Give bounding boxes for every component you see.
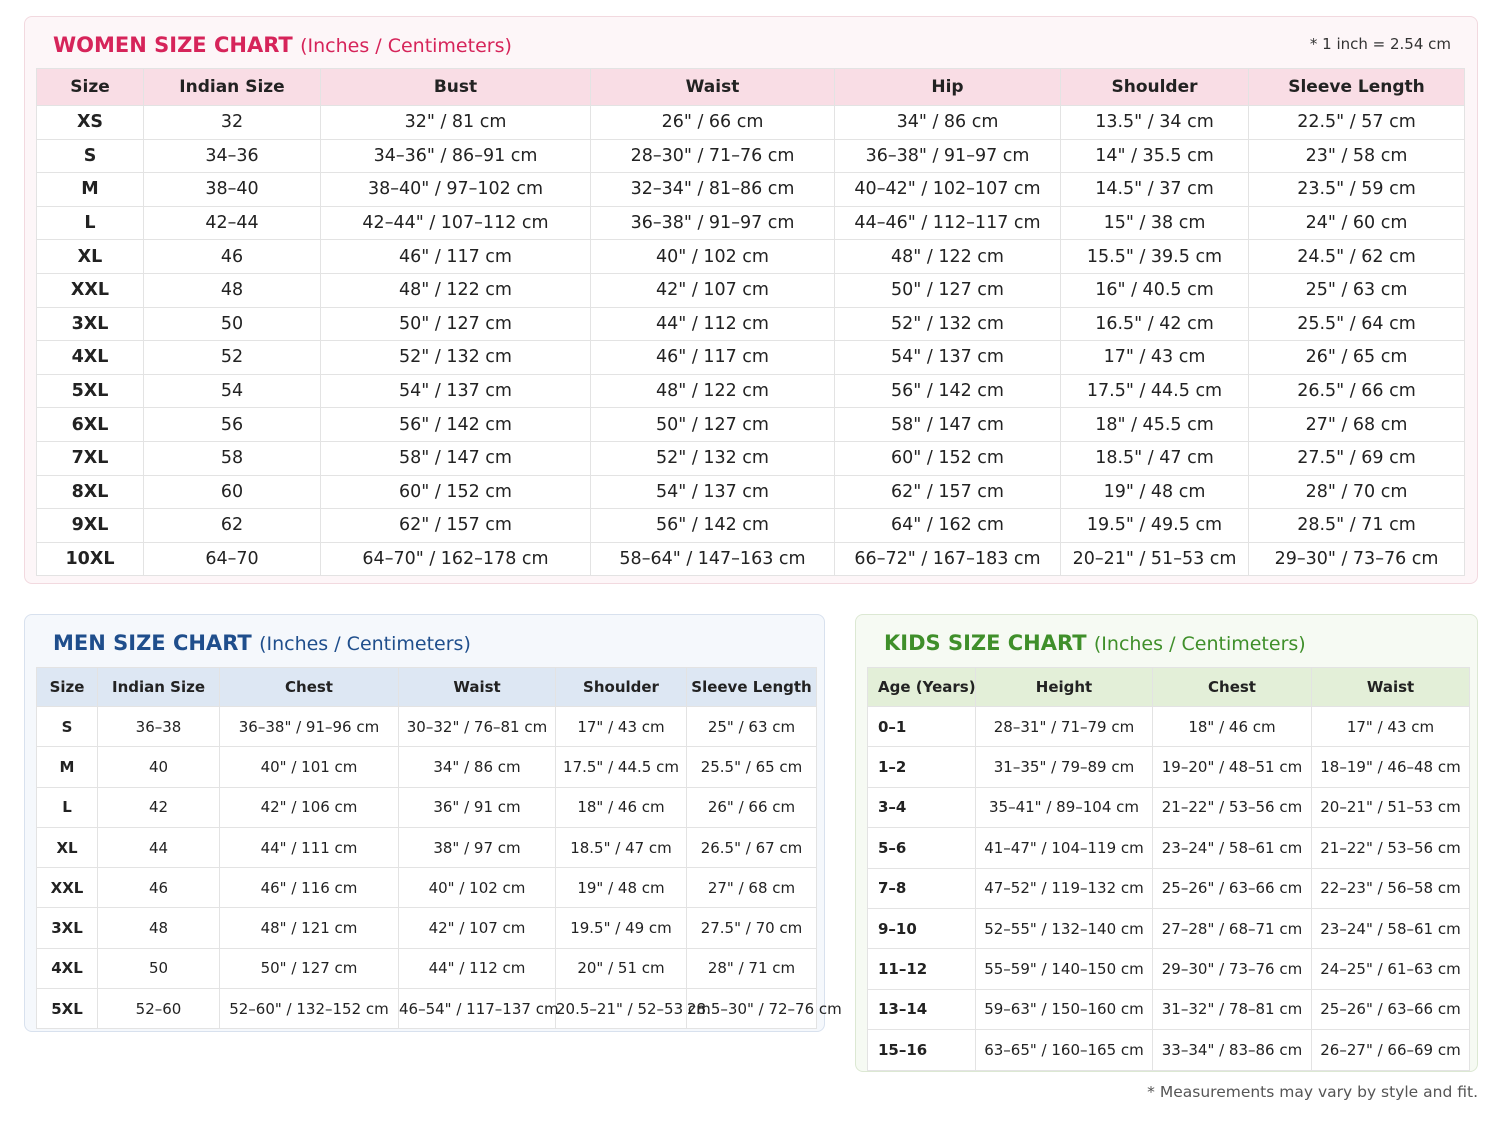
table-cell: 64" / 162 cm — [835, 509, 1061, 543]
size-label-cell: 10XL — [37, 542, 144, 576]
women-size-chart-panel — [24, 16, 1478, 584]
table-cell: 54" / 137 cm — [591, 475, 835, 509]
table-cell: 21–22" / 53–56 cm — [1312, 828, 1470, 868]
table-row — [868, 908, 1470, 948]
table-row — [868, 1030, 1470, 1070]
table-cell: 52" / 132 cm — [321, 341, 591, 375]
table-cell: 26" / 66 cm — [591, 106, 835, 140]
men-chart-title — [53, 631, 471, 655]
size-label-cell: XXL — [37, 273, 144, 307]
table-cell: 48 — [144, 273, 321, 307]
table-cell: 28.5" / 71 cm — [1249, 509, 1465, 543]
table-cell: 40" / 102 cm — [591, 240, 835, 274]
table-cell: 42–44" / 107–112 cm — [321, 206, 591, 240]
column-header: Sleeve Length — [1249, 69, 1465, 106]
table-row — [37, 868, 817, 908]
women-title-text: WOMEN SIZE CHART — [53, 33, 293, 57]
table-cell: 18" / 46 cm — [556, 787, 687, 827]
table-cell: 44" / 112 cm — [399, 948, 556, 988]
table-row — [37, 827, 817, 867]
table-cell: 44 — [98, 827, 220, 867]
column-header: Shoulder — [556, 668, 687, 707]
table-cell: 66–72" / 167–183 cm — [835, 542, 1061, 576]
table-cell: 21–22" / 53–56 cm — [1153, 787, 1312, 827]
column-header: Indian Size — [98, 668, 220, 707]
table-cell: 44" / 111 cm — [220, 827, 399, 867]
table-cell: 27.5" / 69 cm — [1249, 441, 1465, 475]
table-cell: 64–70 — [144, 542, 321, 576]
table-cell: 46 — [98, 868, 220, 908]
table-cell: 54 — [144, 374, 321, 408]
size-label-cell: M — [37, 173, 144, 207]
table-cell: 28.5–30" / 72–76 cm — [687, 989, 817, 1029]
table-cell: 58" / 147 cm — [321, 441, 591, 475]
table-row — [37, 307, 1465, 341]
table-cell: 50" / 127 cm — [591, 408, 835, 442]
size-label-cell: 6XL — [37, 408, 144, 442]
table-cell: 52–60 — [98, 989, 220, 1029]
women-size-table — [36, 68, 1465, 576]
kids-subtitle: (Inches / Centimeters) — [1093, 633, 1306, 655]
table-cell: 26" / 66 cm — [687, 787, 817, 827]
table-cell: 23" / 58 cm — [1249, 139, 1465, 173]
table-cell: 26" / 65 cm — [1249, 341, 1465, 375]
size-label-cell: 4XL — [37, 948, 98, 988]
table-cell: 42" / 107 cm — [591, 273, 835, 307]
table-cell: 28–30" / 71–76 cm — [591, 139, 835, 173]
table-row — [37, 374, 1465, 408]
table-cell: 24.5" / 62 cm — [1249, 240, 1465, 274]
table-cell: 46 — [144, 240, 321, 274]
table-cell: 18" / 45.5 cm — [1061, 408, 1249, 442]
measurement-footnote: * Measurements may vary by style and fit. — [1147, 1083, 1478, 1101]
table-cell: 47–52" / 119–132 cm — [976, 868, 1153, 908]
column-header: Size — [37, 69, 144, 106]
table-cell: 15" / 38 cm — [1061, 206, 1249, 240]
column-header: Height — [976, 668, 1153, 707]
table-cell: 32 — [144, 106, 321, 140]
table-cell: 15.5" / 39.5 cm — [1061, 240, 1249, 274]
column-header: Shoulder — [1061, 69, 1249, 106]
table-cell: 56" / 142 cm — [835, 374, 1061, 408]
table-cell: 52–60" / 132–152 cm — [220, 989, 399, 1029]
table-cell: 23–24" / 58–61 cm — [1312, 908, 1470, 948]
table-cell: 30–32" / 76–81 cm — [399, 707, 556, 747]
table-cell: 44–46" / 112–117 cm — [835, 206, 1061, 240]
men-size-chart-panel — [24, 614, 842, 1032]
column-header: Size — [37, 668, 98, 707]
table-cell: 23.5" / 59 cm — [1249, 173, 1465, 207]
size-label-cell: S — [37, 139, 144, 173]
kids-size-table — [867, 667, 1470, 1071]
table-row — [868, 747, 1470, 787]
table-cell: 27" / 68 cm — [687, 868, 817, 908]
table-cell: 48" / 122 cm — [321, 273, 591, 307]
table-cell: 54" / 137 cm — [321, 374, 591, 408]
table-cell: 33–34" / 83–86 cm — [1153, 1030, 1312, 1070]
table-cell: 48 — [98, 908, 220, 948]
table-cell: 36–38 — [98, 707, 220, 747]
table-row — [37, 139, 1465, 173]
column-header: Indian Size — [144, 69, 321, 106]
table-row — [37, 206, 1465, 240]
table-cell: 17" / 43 cm — [1061, 341, 1249, 375]
table-cell: 26.5" / 67 cm — [687, 827, 817, 867]
column-header: Waist — [591, 69, 835, 106]
size-label-cell: 13–14 — [868, 989, 976, 1029]
table-cell: 34–36" / 86–91 cm — [321, 139, 591, 173]
size-label-cell: 3XL — [37, 307, 144, 341]
table-cell: 20–21" / 51–53 cm — [1312, 787, 1470, 827]
table-cell: 36–38" / 91–96 cm — [220, 707, 399, 747]
table-row — [37, 341, 1465, 375]
size-label-cell: 7XL — [37, 441, 144, 475]
table-cell: 19–20" / 48–51 cm — [1153, 747, 1312, 787]
table-cell: 56" / 142 cm — [591, 509, 835, 543]
table-row — [868, 868, 1470, 908]
table-cell: 42" / 107 cm — [399, 908, 556, 948]
table-cell: 25–26" / 63–66 cm — [1312, 989, 1470, 1029]
table-cell: 18–19" / 46–48 cm — [1312, 747, 1470, 787]
table-row — [37, 948, 817, 988]
table-cell: 50" / 127 cm — [835, 273, 1061, 307]
women-chart-title — [53, 33, 512, 57]
table-cell: 17.5" / 44.5 cm — [556, 747, 687, 787]
table-cell: 27–28" / 68–71 cm — [1153, 908, 1312, 948]
table-cell: 54" / 137 cm — [835, 341, 1061, 375]
column-header: Chest — [220, 668, 399, 707]
table-cell: 16.5" / 42 cm — [1061, 307, 1249, 341]
table-cell: 40 — [98, 747, 220, 787]
size-label-cell: 5–6 — [868, 828, 976, 868]
kids-size-chart-panel — [855, 614, 1478, 1072]
table-cell: 59–63" / 150–160 cm — [976, 989, 1153, 1029]
table-cell: 52–55" / 132–140 cm — [976, 908, 1153, 948]
table-cell: 46" / 116 cm — [220, 868, 399, 908]
table-cell: 28–31" / 71–79 cm — [976, 707, 1153, 747]
kids-chart-title — [884, 631, 1306, 655]
table-header-row — [37, 69, 1465, 106]
table-cell: 25.5" / 65 cm — [687, 747, 817, 787]
table-cell: 18" / 46 cm — [1153, 707, 1312, 747]
table-cell: 25" / 63 cm — [687, 707, 817, 747]
table-cell: 56 — [144, 408, 321, 442]
table-header-row — [37, 668, 817, 707]
table-cell: 50" / 127 cm — [220, 948, 399, 988]
table-cell: 48" / 121 cm — [220, 908, 399, 948]
table-cell: 35–41" / 89–104 cm — [976, 787, 1153, 827]
column-header: Chest — [1153, 668, 1312, 707]
size-label-cell: XL — [37, 827, 98, 867]
table-cell: 19.5" / 49.5 cm — [1061, 509, 1249, 543]
table-cell: 20.5–21" / 52–53 cm — [556, 989, 687, 1029]
table-cell: 64–70" / 162–178 cm — [321, 542, 591, 576]
table-cell: 16" / 40.5 cm — [1061, 273, 1249, 307]
table-cell: 24–25" / 61–63 cm — [1312, 949, 1470, 989]
table-cell: 14" / 35.5 cm — [1061, 139, 1249, 173]
women-subtitle: (Inches / Centimeters) — [300, 35, 512, 57]
table-cell: 50 — [144, 307, 321, 341]
table-cell: 34" / 86 cm — [399, 747, 556, 787]
men-title-text: MEN SIZE CHART — [53, 631, 252, 655]
table-cell: 32–34" / 81–86 cm — [591, 173, 835, 207]
table-row — [37, 747, 817, 787]
size-label-cell: XXL — [37, 868, 98, 908]
table-cell: 42" / 106 cm — [220, 787, 399, 827]
table-cell: 25" / 63 cm — [1249, 273, 1465, 307]
column-header: Hip — [835, 69, 1061, 106]
table-cell: 42 — [98, 787, 220, 827]
table-row — [37, 908, 817, 948]
table-row — [868, 707, 1470, 747]
size-label-cell: M — [37, 747, 98, 787]
table-cell: 36–38" / 91–97 cm — [835, 139, 1061, 173]
table-cell: 24" / 60 cm — [1249, 206, 1465, 240]
table-cell: 62 — [144, 509, 321, 543]
table-cell: 46" / 117 cm — [591, 341, 835, 375]
table-cell: 42–44 — [144, 206, 321, 240]
table-cell: 38" / 97 cm — [399, 827, 556, 867]
table-row — [868, 949, 1470, 989]
table-cell: 50 — [98, 948, 220, 988]
size-label-cell: 4XL — [37, 341, 144, 375]
table-cell: 13.5" / 34 cm — [1061, 106, 1249, 140]
table-cell: 14.5" / 37 cm — [1061, 173, 1249, 207]
table-cell: 19.5" / 49 cm — [556, 908, 687, 948]
table-cell: 23–24" / 58–61 cm — [1153, 828, 1312, 868]
table-cell: 52" / 132 cm — [591, 441, 835, 475]
table-cell: 28" / 70 cm — [1249, 475, 1465, 509]
size-label-cell: 5XL — [37, 374, 144, 408]
table-cell: 44" / 112 cm — [591, 307, 835, 341]
size-label-cell: 15–16 — [868, 1030, 976, 1070]
size-label-cell: 1–2 — [868, 747, 976, 787]
table-cell: 52 — [144, 341, 321, 375]
table-cell: 17" / 43 cm — [556, 707, 687, 747]
size-label-cell: 8XL — [37, 475, 144, 509]
column-header: Age (Years) — [868, 668, 976, 707]
column-header: Bust — [321, 69, 591, 106]
table-cell: 20" / 51 cm — [556, 948, 687, 988]
table-cell: 58 — [144, 441, 321, 475]
table-cell: 18.5" / 47 cm — [1061, 441, 1249, 475]
table-cell: 38–40" / 97–102 cm — [321, 173, 591, 207]
men-subtitle: (Inches / Centimeters) — [259, 633, 471, 655]
column-header: Sleeve Length — [687, 668, 817, 707]
table-cell: 50" / 127 cm — [321, 307, 591, 341]
table-cell: 32" / 81 cm — [321, 106, 591, 140]
size-label-cell: 9XL — [37, 509, 144, 543]
table-row — [37, 989, 817, 1029]
inch-conversion-note: * 1 inch = 2.54 cm — [1309, 35, 1451, 53]
size-label-cell: 5XL — [37, 989, 98, 1029]
table-row — [37, 707, 817, 747]
table-cell: 29–30" / 73–76 cm — [1153, 949, 1312, 989]
men-size-table — [36, 667, 842, 1029]
size-label-cell: 3XL — [37, 908, 98, 948]
table-row — [868, 989, 1470, 1029]
table-header-row — [868, 668, 1470, 707]
table-cell: 18.5" / 47 cm — [556, 827, 687, 867]
table-cell: 58" / 147 cm — [835, 408, 1061, 442]
table-row — [37, 475, 1465, 509]
table-cell: 52" / 132 cm — [835, 307, 1061, 341]
table-cell: 41–47" / 104–119 cm — [976, 828, 1153, 868]
table-cell: 36–38" / 91–97 cm — [591, 206, 835, 240]
table-cell: 20–21" / 51–53 cm — [1061, 542, 1249, 576]
table-cell: 60 — [144, 475, 321, 509]
size-label-cell: XL — [37, 240, 144, 274]
size-label-cell: S — [37, 707, 98, 747]
table-cell: 27" / 68 cm — [1249, 408, 1465, 442]
table-cell: 46" / 117 cm — [321, 240, 591, 274]
column-header: Waist — [399, 668, 556, 707]
table-row — [37, 273, 1465, 307]
table-cell: 40–42" / 102–107 cm — [835, 173, 1061, 207]
table-cell: 48" / 122 cm — [835, 240, 1061, 274]
table-cell: 31–32" / 78–81 cm — [1153, 989, 1312, 1029]
column-header: Waist — [1312, 668, 1470, 707]
table-row — [37, 240, 1465, 274]
table-row — [37, 542, 1465, 576]
table-cell: 46–54" / 117–137 cm — [399, 989, 556, 1029]
table-cell: 60" / 152 cm — [321, 475, 591, 509]
size-label-cell: 7–8 — [868, 868, 976, 908]
table-cell: 17.5" / 44.5 cm — [1061, 374, 1249, 408]
table-cell: 22–23" / 56–58 cm — [1312, 868, 1470, 908]
size-label-cell: L — [37, 787, 98, 827]
table-cell: 58–64" / 147–163 cm — [591, 542, 835, 576]
table-row — [37, 441, 1465, 475]
size-label-cell: 11–12 — [868, 949, 976, 989]
table-cell: 17" / 43 cm — [1312, 707, 1470, 747]
table-cell: 36" / 91 cm — [399, 787, 556, 827]
table-cell: 48" / 122 cm — [591, 374, 835, 408]
table-cell: 40" / 101 cm — [220, 747, 399, 787]
table-cell: 31–35" / 79–89 cm — [976, 747, 1153, 787]
table-row — [868, 787, 1470, 827]
size-label-cell: L — [37, 206, 144, 240]
table-cell: 22.5" / 57 cm — [1249, 106, 1465, 140]
table-cell: 34" / 86 cm — [835, 106, 1061, 140]
table-row — [37, 509, 1465, 543]
size-label-cell: XS — [37, 106, 144, 140]
size-label-cell: 3–4 — [868, 787, 976, 827]
table-cell: 62" / 157 cm — [835, 475, 1061, 509]
table-cell: 56" / 142 cm — [321, 408, 591, 442]
size-label-cell: 9–10 — [868, 908, 976, 948]
table-row — [37, 173, 1465, 207]
table-cell: 27.5" / 70 cm — [687, 908, 817, 948]
table-cell: 34–36 — [144, 139, 321, 173]
table-cell: 25–26" / 63–66 cm — [1153, 868, 1312, 908]
table-cell: 26–27" / 66–69 cm — [1312, 1030, 1470, 1070]
table-cell: 55–59" / 140–150 cm — [976, 949, 1153, 989]
table-row — [37, 787, 817, 827]
table-cell: 25.5" / 64 cm — [1249, 307, 1465, 341]
size-label-cell: 0–1 — [868, 707, 976, 747]
kids-title-text: KIDS SIZE CHART — [884, 631, 1087, 655]
table-cell: 60" / 152 cm — [835, 441, 1061, 475]
table-cell: 28" / 71 cm — [687, 948, 817, 988]
table-cell: 63–65" / 160–165 cm — [976, 1030, 1153, 1070]
table-cell: 19" / 48 cm — [1061, 475, 1249, 509]
table-cell: 19" / 48 cm — [556, 868, 687, 908]
table-cell: 38–40 — [144, 173, 321, 207]
table-cell: 29–30" / 73–76 cm — [1249, 542, 1465, 576]
table-row — [868, 828, 1470, 868]
table-cell: 40" / 102 cm — [399, 868, 556, 908]
table-cell: 26.5" / 66 cm — [1249, 374, 1465, 408]
table-row — [37, 408, 1465, 442]
table-row — [37, 106, 1465, 140]
table-cell: 62" / 157 cm — [321, 509, 591, 543]
